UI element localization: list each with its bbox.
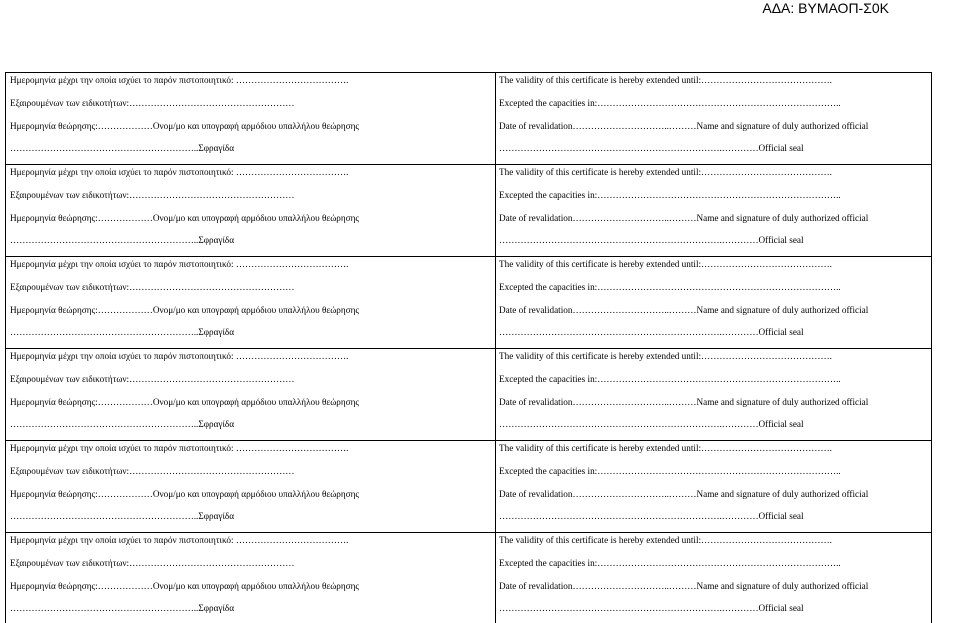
english-revalidation-cell bbox=[496, 165, 932, 257]
greek-revalidation-cell bbox=[6, 165, 496, 257]
english-validity-line: The validity of this certificate is hereby extended until:……………………………………. bbox=[499, 75, 832, 85]
english-seal-line: ……………………………………………………………….…………Official seal bbox=[499, 327, 804, 338]
english-exceptions-line: Excepted the capacities in:…………………………………………………………………….. bbox=[499, 97, 841, 108]
greek-exceptions-line: Εξαιρουμένων των ειδικοτήτων:……………………………………………… bbox=[10, 557, 295, 568]
greek-exceptions-line: Εξαιρουμένων των ειδικοτήτων:……………………………………………… bbox=[10, 465, 295, 476]
english-exceptions-line: Excepted the capacities in:…………………………………………………………………….. bbox=[499, 281, 841, 292]
english-seal-line: ……………………………………………………………….…………Official seal bbox=[499, 235, 804, 246]
greek-revalidation-date-line: Ημερομηνία θεώρησης:………………Ονομ/μο και υπογραφή αρμόδιου υπαλλήλου θεώρησης bbox=[10, 396, 360, 407]
greek-exceptions-line: Εξαιρουμένων των ειδικοτήτων:……………………………………………… bbox=[10, 97, 295, 108]
table-row bbox=[6, 349, 932, 441]
greek-validity-line: Ημερομηνία μέχρι την οποία ισχύει το παρόν πιστοποιητικό: ………………………………. bbox=[10, 259, 349, 269]
greek-revalidation-date-line: Ημερομηνία θεώρησης:………………Ονομ/μο και υπογραφή αρμόδιου υπαλλήλου θεώρησης bbox=[10, 212, 360, 223]
table-row bbox=[6, 73, 932, 165]
greek-seal-line: ……………………………………………………..Σφραγίδα bbox=[10, 235, 235, 246]
english-revalidation-cell bbox=[496, 73, 932, 165]
greek-revalidation-cell bbox=[6, 257, 496, 349]
english-revalidation-date-line: Date of revalidation…………………………..………Name and signature of duly authorized official bbox=[499, 120, 869, 131]
greek-validity-line: Ημερομηνία μέχρι την οποία ισχύει το παρόν πιστοποιητικό: ………………………………. bbox=[10, 535, 349, 545]
english-validity-line: The validity of this certificate is hereby extended until:……………………………………. bbox=[499, 259, 832, 269]
greek-exceptions-line: Εξαιρουμένων των ειδικοτήτων:……………………………………………… bbox=[10, 189, 295, 200]
table-row bbox=[6, 441, 932, 533]
english-seal-line: ……………………………………………………………….…………Official seal bbox=[499, 143, 804, 154]
greek-revalidation-date-line: Ημερομηνία θεώρησης:………………Ονομ/μο και υπογραφή αρμόδιου υπαλλήλου θεώρησης bbox=[10, 488, 360, 499]
greek-revalidation-cell bbox=[6, 533, 496, 623]
english-seal-line: ……………………………………………………………….…………Official seal bbox=[499, 419, 804, 430]
english-revalidation-date-line: Date of revalidation…………………………..………Name and signature of duly authorized official bbox=[499, 580, 869, 591]
english-exceptions-line: Excepted the capacities in:…………………………………………………………………….. bbox=[499, 465, 841, 476]
english-revalidation-cell bbox=[496, 257, 932, 349]
greek-revalidation-date-line: Ημερομηνία θεώρησης:………………Ονομ/μο και υπογραφή αρμόδιου υπαλλήλου θεώρησης bbox=[10, 304, 360, 315]
english-revalidation-cell bbox=[496, 349, 932, 441]
english-validity-line: The validity of this certificate is hereby extended until:……………………………………. bbox=[499, 167, 832, 177]
greek-revalidation-date-line: Ημερομηνία θεώρησης:………………Ονομ/μο και υπογραφή αρμόδιου υπαλλήλου θεώρησης bbox=[10, 120, 360, 131]
greek-revalidation-date-line: Ημερομηνία θεώρησης:………………Ονομ/μο και υπογραφή αρμόδιου υπαλλήλου θεώρησης bbox=[10, 580, 360, 591]
greek-validity-line: Ημερομηνία μέχρι την οποία ισχύει το παρόν πιστοποιητικό: ………………………………. bbox=[10, 443, 349, 453]
english-revalidation-date-line: Date of revalidation…………………………..………Name and signature of duly authorized official bbox=[499, 212, 869, 223]
greek-exceptions-line: Εξαιρουμένων των ειδικοτήτων:……………………………………………… bbox=[10, 373, 295, 384]
table-row bbox=[6, 165, 932, 257]
greek-validity-line: Ημερομηνία μέχρι την οποία ισχύει το παρόν πιστοποιητικό: ………………………………. bbox=[10, 351, 349, 361]
english-seal-line: ……………………………………………………………….…………Official seal bbox=[499, 603, 804, 614]
english-exceptions-line: Excepted the capacities in:…………………………………………………………………….. bbox=[499, 189, 841, 200]
english-exceptions-line: Excepted the capacities in:…………………………………………………………………….. bbox=[499, 373, 841, 384]
greek-revalidation-cell bbox=[6, 349, 496, 441]
english-validity-line: The validity of this certificate is hereby extended until:……………………………………. bbox=[499, 443, 832, 453]
english-seal-line: ……………………………………………………………….…………Official seal bbox=[499, 511, 804, 522]
english-revalidation-cell bbox=[496, 441, 932, 533]
greek-validity-line: Ημερομηνία μέχρι την οποία ισχύει το παρόν πιστοποιητικό: ………………………………. bbox=[10, 75, 349, 85]
greek-seal-line: ……………………………………………………..Σφραγίδα bbox=[10, 603, 235, 614]
table-row bbox=[6, 533, 932, 623]
english-validity-line: The validity of this certificate is hereby extended until:……………………………………. bbox=[499, 535, 832, 545]
greek-seal-line: ……………………………………………………..Σφραγίδα bbox=[10, 327, 235, 338]
english-exceptions-line: Excepted the capacities in:…………………………………………………………………….. bbox=[499, 557, 841, 568]
english-validity-line: The validity of this certificate is hereby extended until:……………………………………. bbox=[499, 351, 832, 361]
greek-validity-line: Ημερομηνία μέχρι την οποία ισχύει το παρόν πιστοποιητικό: ………………………………. bbox=[10, 167, 349, 177]
greek-seal-line: ……………………………………………………..Σφραγίδα bbox=[10, 419, 235, 430]
greek-exceptions-line: Εξαιρουμένων των ειδικοτήτων:……………………………………………… bbox=[10, 281, 295, 292]
greek-seal-line: ……………………………………………………..Σφραγίδα bbox=[10, 511, 235, 522]
table-row bbox=[6, 257, 932, 349]
english-revalidation-date-line: Date of revalidation…………………………..………Name and signature of duly authorized official bbox=[499, 396, 869, 407]
english-revalidation-date-line: Date of revalidation…………………………..………Name and signature of duly authorized official bbox=[499, 488, 869, 499]
greek-revalidation-cell bbox=[6, 441, 496, 533]
greek-revalidation-cell bbox=[6, 73, 496, 165]
revalidation-table bbox=[5, 72, 932, 623]
english-revalidation-date-line: Date of revalidation…………………………..………Name and signature of duly authorized official bbox=[499, 304, 869, 315]
document-code: ΑΔΑ: ΒΥΜΑΟΠ-Σ0Κ bbox=[762, 0, 889, 16]
greek-seal-line: ……………………………………………………..Σφραγίδα bbox=[10, 143, 235, 154]
english-revalidation-cell bbox=[496, 533, 932, 623]
